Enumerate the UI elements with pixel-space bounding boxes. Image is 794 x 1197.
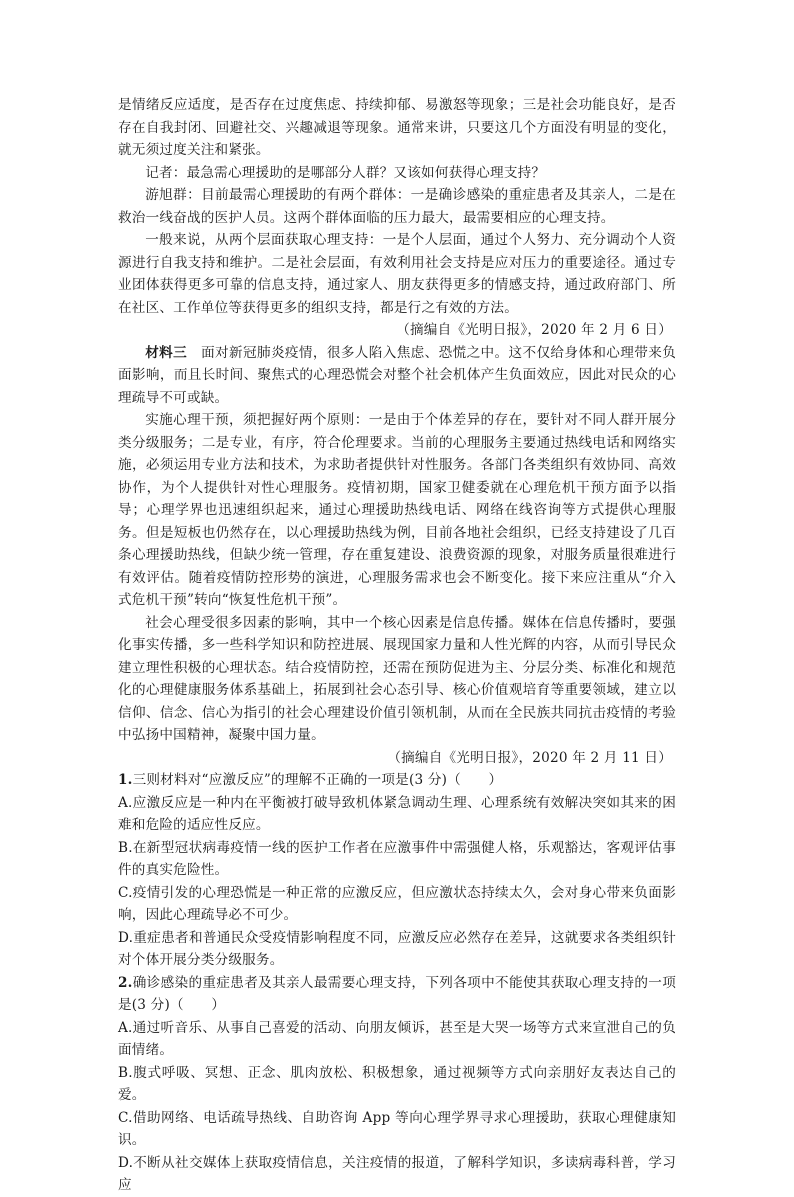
question-2 — [118, 972, 676, 1197]
paragraph-support-levels: 一般来说，从两个层面获取心理支持：一是个人层面，通过个人努力、充分调动个人资源进行自我支持和维护。二是社会层面，有效利用社会支持是应对压力的重要途径。通过专业团体获得更多可靠的信息支持，通过家人、朋友获得更多的情感支持，通过政府部门、所在社区、工作单位等获得更多的组织支持，都是行之有效的方法。 — [118, 232, 676, 316]
question-2-option-b: B.腹式呼吸、冥想、正念、肌肉放松、积极想象，通过视频等方式向亲朋好友表达自己的爱。 — [118, 1064, 676, 1103]
question-1-number: 1. — [118, 772, 133, 788]
question-1-option-b: B.在新型冠状病毒疫情一线的医护工作者在应激事件中需强健人格，乐观豁达，客观评估事件的真实危险性。 — [118, 839, 676, 878]
document-body — [118, 94, 676, 1197]
paragraph-intervention: 实施心理干预，须把握好两个原则：一是由于个体差异的存在，要针对不同人群开展分类分级服务；二是专业，有序，符合伦理要求。当前的心理服务主要通过热线电话和网络实施，必须运用专业方法和技术，为求助者提供针对性服务。各部门各类组织有效协同、高效协作，为个人提供针对性心理服务。疫情初期，国家卫健委就在心理危机干预方面予以指导；心理学界也迅速组织起来，通过心理援助热线电话、网络在线咨询等方式提供心理服务。但是短板也仍然存在，以心理援助热线为例，目前各地社会组织，已经支持建设了几百条心理援助热线，但缺少统一管理，存在重复建设、浪费资源的现象，对服务质量很难进行有效评估。随着疫情防控形势的演进，心理服务需求也会不断变化。接下来应注重从“介入式危机干预”转向“恢复性危机干预”。 — [118, 412, 676, 608]
interview-question: 记者：最急需心理援助的是哪部分人群？又该如何获得心理支持？ — [145, 164, 546, 181]
question-2-option-d: D.不断从社交媒体上获取疫情信息，关注疫情的报道，了解科学知识，多读病毒科普，学习应 — [118, 1154, 676, 1193]
question-1-stem: 1.三则材料对“应激反应”的理解不正确的一项是(3 分)（ ） — [118, 772, 503, 788]
material-three-label: 材料三 — [145, 344, 188, 361]
material-three-intro — [118, 342, 676, 410]
source-citation-2: （摘编自《光明日报》，2020 年 2 月 11 日） — [387, 749, 672, 766]
question-1-option-d: D.重症患者和普通民众受疫情影响程度不同，应激反应必然存在差异，这就要求各类组织针对个体开展分类分级服务。 — [118, 929, 676, 968]
interview-answer: 游旭群：目前最需心理援助的有两个群体：一是确诊感染的重症患者及其亲人，二是在救治一线奋战的医护人员。这两个群体面临的压力最大，最需要相应的心理支持。 — [118, 187, 676, 226]
question-1-option-c: C.疫情引发的心理恐慌是一种正常的应激反应，但应激状态持续太久，会对身心带来负面影响，因此心理疏导必不可少。 — [118, 884, 676, 923]
question-2-option-c: C.借助网络、电话疏导热线、自助咨询 App 等向心理学界寻求心理援助，获取心理健康知识。 — [118, 1109, 676, 1148]
paragraph-continued: 是情绪反应适度，是否存在过度焦虑、持续抑郁、易激怒等现象；三是社会功能良好，是否存在自我封闭、回避社交、兴趣减退等现象。通常来讲，只要这几个方面没有明显的变化，就无须过度关注和紧张。 — [118, 97, 676, 158]
question-1-option-a: A.应激反应是一种内在平衡被打破导致机体紧急调动生理、心理系统有效解决突如其来的困难和危险的适应性反应。 — [118, 794, 676, 833]
question-2-option-a: A.通过听音乐、从事自己喜爱的活动、向朋友倾诉，甚至是大哭一场等方式来宣泄自己的负面情绪。 — [118, 1019, 676, 1058]
question-2-number: 2. — [118, 974, 133, 991]
material-three-text: 面对新冠肺炎疫情，很多人陷入焦虑、恐慌之中。这不仅给身体和心理带来负面影响，而且长时间、聚焦式的心理恐慌会对整个社会机体产生负面效应，因此对民众的心理疏导不可或缺。 — [118, 344, 676, 406]
paragraph-social-psychology: 社会心理受很多因素的影响，其中一个核心因素是信息传播。媒体在信息传播时，要强化事实传播，多一些科学知识和防控进展、展现国家力量和人性光辉的内容，从而引导民众建立理性积极的心理状态。结合疫情防控，还需在预防促进为主、分层分类、标准化和规范化的心理健康服务体系基础上，拓展到社会心态引导、核心价值观培育等重要领域，建立以信仰、信念、信心为指引的社会心理建设价值引领机制，从而在全民族共同抗击疫情的考验中弘扬中国精神，凝聚中国力量。 — [118, 614, 676, 743]
question-1 — [118, 769, 676, 972]
question-2-stem: 2.确诊感染的重症患者及其亲人最需要心理支持，下列各项中不能使其获取心理支持的一项是(3 分)（ ） — [118, 974, 676, 1013]
source-citation-1: （摘编自《光明日报》，2020 年 2 月 6 日） — [396, 322, 672, 338]
